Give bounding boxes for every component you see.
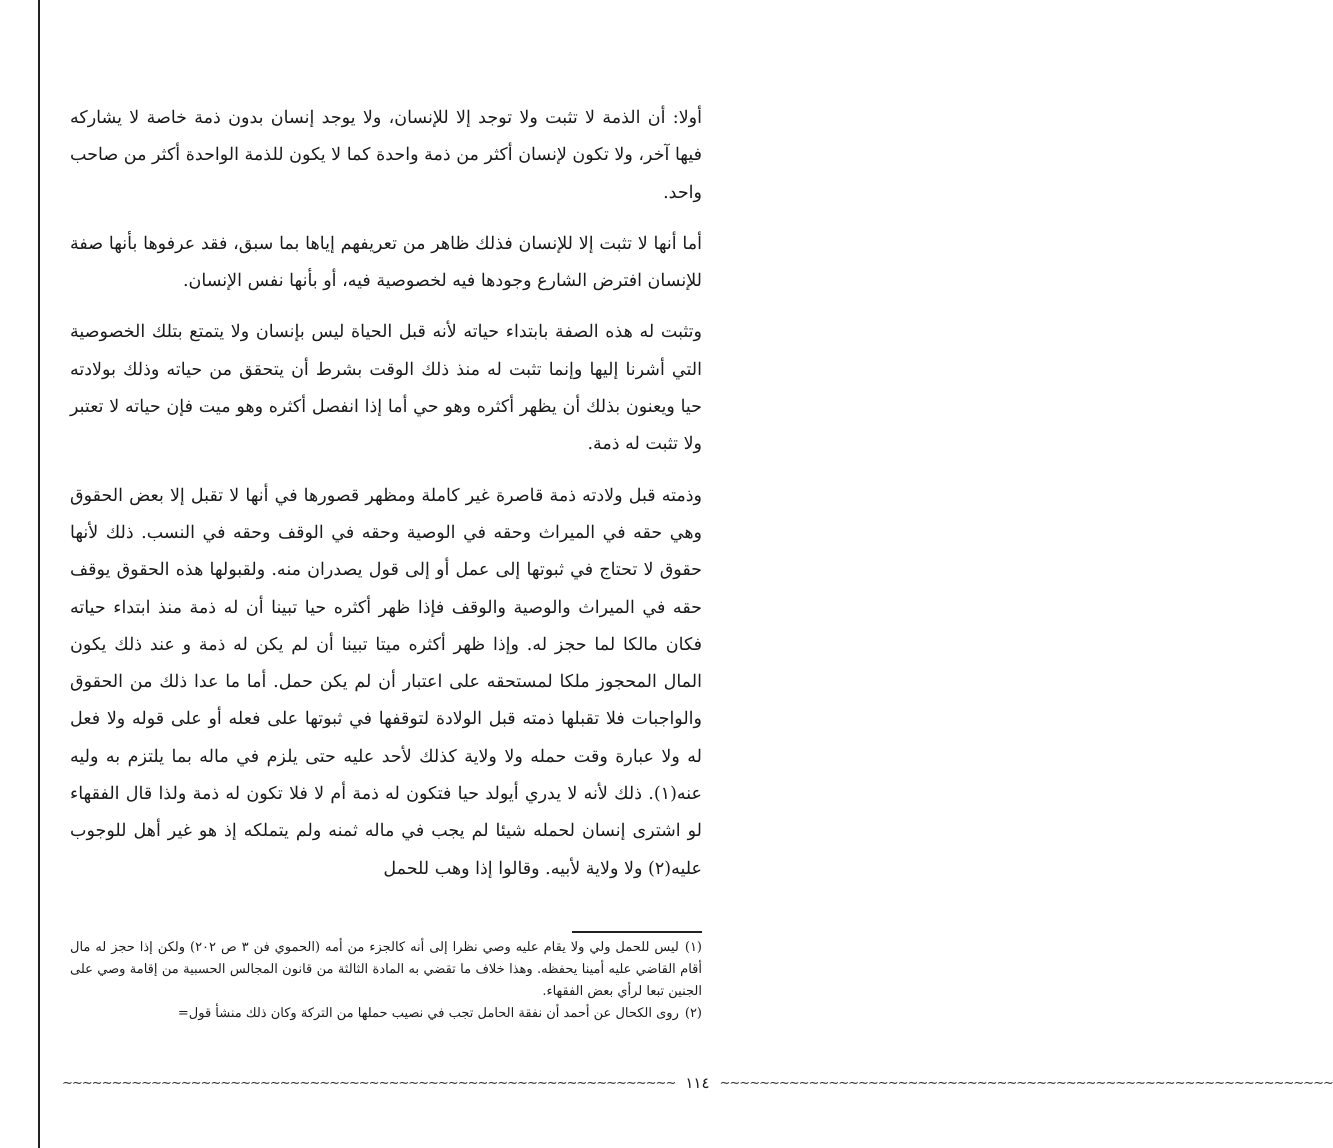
page-footer xyxy=(62,1070,1333,1096)
page-number: ١١٤ xyxy=(685,1074,710,1092)
main-text xyxy=(70,100,702,888)
footnote-number: (٢) xyxy=(684,1006,702,1021)
footnote-1 xyxy=(70,937,702,1003)
paragraph-2: أما أنها لا تثبت إلا للإنسان فذلك ظاهر من تعريفهم إياها بما سبق، فقد عرفوها بأنها صفة للإنسان افترض الشارع وجودها فيه لخصوصية فيه، أو بأنها نفس الإنسان. xyxy=(70,233,702,292)
paragraph-4: وذمته قبل ولادته ذمة قاصرة غير كاملة ومظهر قصورها في أنها لا تقبل إلا بعض الحقوق وهي حقه في الميراث وحقه في الوصية وحقه في الوقف وحقه في النسب. ذلك لأنها حقوق لا تحتاج في ثبوتها إلى عمل أو إلى قول يصدران منه. ولقبولها هذه الحقوق يوقف حقه في الميراث والوصية والوقف فإذا ظهر أكثره حيا تبينا أن له ذمة منذ ابتداء حياته فكان مالكا لما حجز له. وإذا ظهر أكثره ميتا تبينا أن لم يكن له ذمة و عند ذلك يكون المال المحجوز ملكا لمستحقه على اعتبار أن لم يكن حمل. أما ما عدا ذلك من الحقوق والواجبات فلا تقبلها ذمته قبل الولادة لتوقفها في ثبوتها على فعله أو على قوله ولا فعل له ولا عبارة وقت حمله ولا ولاية كذلك لأحد عليه حتى يلزم في ماله بما يلتزم به وليه عنه(١). ذلك لأنه لا يدري أيولد حيا فتكون له ذمة أم لا فلا تكون له ذمة ولذا قال الفقهاء لو اشترى إنسان لحمله شيئا لم يجب في ماله ثمنه ولم يتملكه إذ هو غير أهل للوجوب عليه(٢) ولا ولاية لأبيه. وقالوا إذا وهب للحمل xyxy=(70,485,702,879)
footer-ornament-left: ∼∼∼∼∼∼∼∼∼∼∼∼∼∼∼∼∼∼∼∼∼∼∼∼∼∼∼∼∼∼∼∼∼∼∼∼∼∼∼∼∼∼∼∼∼∼∼∼∼∼∼∼∼∼∼∼∼∼∼∼∼∼ xyxy=(62,1075,676,1091)
footnote-separator xyxy=(572,931,702,933)
paragraph-3: وتثبت له هذه الصفة بابتداء حياته لأنه قبل الحياة ليس بإنسان ولا يتمتع بتلك الخصوصية التي أشرنا إليها وإنما تثبت له منذ ذلك الوقت بشرط أن يتحقق من حياته وذلك بولادته حيا ويعنون بذلك أن يظهر أكثره وهو حي أما إذا انفصل أكثره وهو ميت فإن حياته لا تعتبر ولا تثبت له ذمة. xyxy=(70,322,702,455)
paragraph-1: أولا: أن الذمة لا تثبت ولا توجد إلا للإنسان، ولا يوجد إنسان بدون ذمة خاصة لا يشاركه فيها آخر، ولا تكون لإنسان أكثر من ذمة واحدة كما لا يكون للذمة الواحدة أكثر من صاحب واحد. xyxy=(70,108,702,203)
footnote-number: (١) xyxy=(684,940,702,955)
footnotes xyxy=(70,937,702,1025)
footnote-text: روى الكحال عن أحمد أن نفقة الحامل تجب في نصيب حملها من التركة وكان ذلك منشأ قول= xyxy=(177,1006,679,1021)
footnote-2 xyxy=(70,1003,702,1025)
footnote-text: ليس للحمل ولي ولا يقام عليه وصي نظرا إلى أنه كالجزء من أمه (الحموي فن ٣ ص ٢٠٢) ولكن إذا حجز له مال أقام القاضي عليه أمينا يحفظه. وهذا خلاف ما تقضي به المادة الثالثة من قانون المجالس الحسبية من إقامة وصي على الجنين تبعا لرأي بعض الفقهاء. xyxy=(70,940,702,999)
page-edge-line xyxy=(38,0,40,1148)
footer-ornament-right: ∼∼∼∼∼∼∼∼∼∼∼∼∼∼∼∼∼∼∼∼∼∼∼∼∼∼∼∼∼∼∼∼∼∼∼∼∼∼∼∼∼∼∼∼∼∼∼∼∼∼∼∼∼∼∼∼∼∼∼∼∼∼ xyxy=(719,1075,1333,1091)
